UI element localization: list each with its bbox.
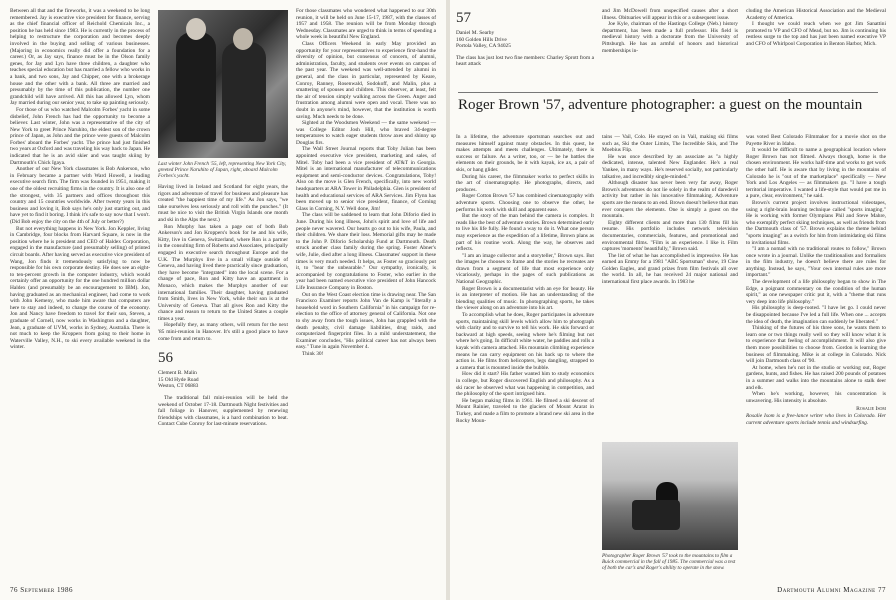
paragraph: The development of a life philosophy began to show in The Edge, a poignant commentary on the condition of the human spirit," as one newspaper critic put it, with a "theme that runs very deep into life philosophy.": [746, 279, 886, 305]
paragraph: Out on the West Coast election time is drawing near. The San Francisco Examiner reports John Van de Kamp is "literally a household word in Southern California" in his campaign for re-election to the office of attorney general of California. Not one to shy away from the tough issues, John has grappled with the death penalty, civil damage liabilities, drug raids, and computerized fingerprint files. In a mild understatement, the Examiner concludes, "His political career has not always been easy." Tune in again November 4.: [296, 291, 436, 351]
photo-caption: Last winter John French '55, left, representing New York City, greeted Prince Naruhito of Japan, right, aboard Malcolm Forbes's yacht.: [158, 161, 287, 180]
left-page: [0, 0, 446, 600]
paragraph: and Jim McDowell from unspecified causes after a short illness. Obituaries will appear in this or a subsequent issue.: [602, 8, 738, 21]
paragraph: Eighty different clients and more than 130 films fill his resume. His portfolio includes network television documentaries, commercials, features, and promotional and environmental films. "Film is an experience. I like it. Film captures 'moments' beautifully," Brown said.: [602, 219, 738, 253]
paragraph: But not everything happens in New York. Jon Keppler, living in Cambridge, four blocks from Harvard Square, is now in the position where he is president and CEO of Haldex Corporation, engaged in the manufacture (and presumably selling) of printed circuit boards. After having served as executive vice president of Wang, Jon finds it tremendously satisfying to now be responsible for his own corporate destiny. He does see an eight-to ten-percent growth in the computer industry, which would certainly offer an opportunity for the one hundred million dollar Haldex (and presumably be an encouragement to IBM). Jon, having graduated as an mechanical engineer, had come to work with John Kemeny, who made him aware that computers are here to stay and indeed, to change the course of the economy. Jon and Nancy have freedom to travel for their son, Steven, a graduate of Cornell, now works in Washington and a daughter, Jean, a graduate of UVM, works in Sydney, Australia. There is not much to keep the Kroppers from going to their home in Waterville Valley, N.H., to ski every available weekend in the winter.: [10, 225, 150, 351]
photo-figure-left: [176, 32, 216, 142]
paragraph: Sighted at the Woodsmen Weekend — the same weekend — was College Editor Josh Hill, who braved 34-degree temperatures to watch eager students throw axes and shinny up Douglas firs.: [296, 120, 436, 146]
paragraph: Ron Murphy has taken a page out of both Bob Ankerson's and Jon Kroppers's book for he and his wife, Kitty, live in Geneva, Switzerland, where Ron is a partner in the consulting firm of Roberts and Associates, principally engaged in executive search throughout Europe and the U.K. The Murphys live in a small village outside of Geneva, and having lived there practically since graduation, they have become "integrated" into the local scene. For a change of pace, Ron and Kitty have an apartment in Monaco, which makes the Murphys another of our international families. Their daughter, having graduated from Smith, lives in New York, while their son is at the University of Geneva. That all gives Ron and Kitty the chance and reason to return to the United States a couple times a year.: [158, 223, 288, 322]
paragraph: His philosophy is deep-rooted. "I have let go. I could never be disappointed because I've led a full life. When one ... accepts the idea of death, the imagination can suddenly be liberated.": [746, 305, 886, 325]
paragraph: I thought we could reach when we got Jim Sanattini promoted to VP and CFO of Mead, but no. Jim is continuing his restless surge to the top and has just been named executive VP and CFO of Whirlpool Corporation in Benton Harbor, Mich.: [746, 21, 886, 47]
paragraph: Although disaster has never been very far away, Roger Brown's adventures do not lie solely in the realm of daredevil activity but rather in his innovative filmmaking. Adventure sports are the means to an end. Brown doesn't believe that man ever conquers the elements. One is simply a guest on the mountain.: [602, 180, 738, 220]
page-footer-left: 76 September 1986: [10, 586, 74, 594]
address-line: 15 Old Hyde Road: [158, 376, 199, 383]
paragraph: Roger Brown is a documentarist with an eye for beauty. He is an interpreter of motion. He has an understanding of the blending qualities of music. In photographing sports, he takes the viewer along on an adventure into his art.: [456, 285, 594, 312]
paragraph: Think 30!: [302, 350, 324, 357]
right-top-column-3: [746, 8, 886, 48]
paragraph: tains — Vail, Colo. He stayed on in Vail, making ski films such as, Ski the Outer Limits, The Incredible Skis, and The Moebius Flip.: [602, 134, 738, 154]
photo-french-prince: [158, 10, 288, 158]
article-headline: Roger Brown '57, adventure photographer: a guest on the mountain: [458, 92, 878, 114]
paragraph: When he's working, however, his concentration is unwavering. His intensity is absolute.: [746, 391, 886, 404]
paragraph: The traditional fall mini-reunion will be held the weekend of October 17-18. Dartmouth Night festivities and fall foliage in Hanover, supplemented by renewing friendships with classmates, is a hard combination to beat. Contact Cube Conroy for last-minute reservations.: [158, 395, 288, 428]
paragraph: It would be difficult to name a geographical location where Roger Brown has not filmed. Always though, home is the chosen environment. He works half-time and works to get work the other half. He is aware that by living in the mountains of Colorado he is "out of the marketplace" specifically — New York and Los Angeles — as filmmakers go. "I have a tough territorial imperative. I wanted a life-style that would put me in a pure, clear, environment," he said.: [746, 147, 886, 200]
paragraph: For those of us who watched Malcolm Forbes' yacht in some disbelief, John French has had the opportunity to become a believer. Last winter, John was a representative of the city of New York to greet Prince Naruhito, the eldest son of the crown prince of Japan, as John and the prince were guests of Malcolm Forbes' aboard the Forbes' yacht. The prince had just finished two years at Oxford and was traveling his way back to Japan. He indicated that he is an avid skier and was taught skiing by Dartmouth's Chick Igaya.: [10, 106, 150, 166]
paragraph: Thinking of the futures of his three sons, he wants them to learn one or two things really well so they will know what it is to experience that feeling of accomplishment. It will also give them more possibilities to choose from. Gordon is learning the business of filmmaking. Mike is at college in Colorado. Nick will join Dartmouth class of '90.: [746, 325, 886, 365]
class-year-57: 57: [456, 10, 471, 26]
paragraph: For those classmates who wondered what happened to our 30th reunion, it will be held on June 15-17, 1987, with the classes of 1957 and 1958. The reunion will be from Monday through Wednesday. Classmates are urged to think in terms of spending a whole week in beautiful New England.: [296, 8, 436, 41]
left-column-3: [296, 8, 436, 357]
paragraph: At home, when he's not in the studio or working out, Roger gardens, hunts, and fishes. He has raised 200 pounds of potatoes in a summer and walks into the mountains alone to stalk deer and elk.: [746, 364, 886, 391]
address-line: Clement B. Malin: [158, 370, 197, 377]
article-column-2: [602, 134, 738, 286]
paragraph: The class has just lost two fine members: Charley Sprott from a heart attack: [456, 54, 594, 68]
paragraph: In a lifetime, the adventure sportsman searches out and measures himself against many obstacles. In this quest, he makes attempts and meets challenges. Ultimately, there is success or failure. As a writer, too, or — be he battles the elements on their grounds, be it with kayak, ice ax, a pair of skis, or hang glider.: [456, 134, 594, 173]
paragraph: During his career, the filmmaker works to perfect skills in the art of cinematography. He photographs, directs, and produces.: [456, 173, 594, 193]
paragraph: Roger Cotton Brown '57 has combined cinematography with adventure sports. Choosing one to observe the other, he performs his work with skill and apparent ease.: [456, 193, 594, 213]
paragraph: But the story of the man behind the camera is complex. It reads like the best of adventure stories. Brown determined early to live his life fully. He found a way to do it. What one person may experience as the expedition of a lifetime, Brown plans as part of his routine work. Along the way, he observes and reflects.: [456, 213, 594, 253]
paragraph: The Wall Street Journal reports that Toby Julian has been appointed executive vice president, marketing and sales, of Mitel. Toby had been a vice president of AT&T in Georgia. Mitel is an international manufacturer of telecommunications equipment and semi-conductor devices. Congratulations, Toby! Also on the move is Glen French, specifically, into new world headquarters at ARA Tower in Philadelphia. Glen is president of health and educational services of ARA Services. Jim Flynn has been moved up to senior vice president, finance, of Corning Glass in Corning, N.Y. Well done, Jim!: [296, 146, 436, 212]
paragraph: Class Officers Weekend in early May provided an opportunity for your representatives to experience first-hand the diversity of opinion, but consensus of concern, of alumni, administration, faculty, and students over events on campus of the past year. The weekend was well-attended by alumni in general, and the class in particular, represented by Keare, Conroy, Ranney, Rosenwald, Sodokoff, and Malin, plus a smattering of spouses and children. This observer, at least, felt the air of tension simply walking across the Green. Anger and frustration among alumni were open and vocal. There was no doubt in anyone's mind, however, that the institution is worth saving. Much needs to be done.: [296, 40, 436, 120]
author-signoff: Rosalie Isom: [856, 406, 886, 413]
paragraph: "I am an image collector and a storyteller," Brown says. But the images he chooses to frame and the stories he recreates are drawn from a segment of life that most experience only vicariously, perhaps in the pages of such publications as National Geographic.: [456, 252, 594, 286]
paragraph: Brown's current project involves instructional videotapes, using a right-brain learning technique called "sports imaging." He is working with former Olympians Phil and Steve Mahre, who exemplify perfect skiing techniques, as well as friends from the Dartmouth class of '57. Brown explains the theme behind "sports imaging" as a switch for him from intimidating ski films to invitational films.: [746, 199, 886, 246]
paragraph: cluding the American Historical Association and the Medieval Academy of America.: [746, 8, 886, 21]
class-secretary-address: [158, 370, 288, 390]
article-column-3: [746, 134, 886, 426]
paragraph: To accomplish what he does, Roger participates in adventure sports, maintaining skill levels which allow him to photograph with clarity and to survive to tell his work. He skis forward or backward at high speeds, seeing where he's filming but not where he's going. In difficult white water, he paddles and rolls a kayak with camera attached. His mountain climbing experience means he can carry equipment on his back up to where the action is. He films from helicopters, legs dangling, strapped to a camera that is mounted inside the bubble.: [456, 312, 594, 371]
photo-camera: [632, 500, 680, 530]
paragraph: How did it start? His father wanted him to study economics in college, but Roger discovered English and philosophy. As a ski racer he observed what was happening in competition, and the philosophy of the sport intrigued him.: [456, 371, 594, 398]
photo-figure-right: [222, 42, 266, 142]
class-year-56: 56: [158, 350, 173, 367]
address-line: 160 Golden Hills Drive: [456, 36, 507, 43]
photo-figure-left-head: [186, 18, 206, 40]
photo-roger-brown-filming: [602, 442, 738, 550]
paragraph: "I am a nomad with no traditional routes to follow," Brown once wrote in a journal. Unlike the traditionalists and formalists in the film industry, he doesn't believe there are rules for anything. Instead, he says, "Your own internal rules are more important.": [746, 246, 886, 279]
paragraph: Between all that and the fireworks, it was a weekend to be long remembered. Jay is executive vice president for finance, serving as the chief financial officer of Reichold Chemicals Inc., a position he has held since 1983. He is currently in the process of helping to restructure the corporation and becomes deeply involved in the buying and selling of various businesses. (Majoring in economics really did offer a foundation for a career.) Or, as Jay says, finance must be in the Olson family genes, for Jay and Lyn have three children, a daughter who teaches special education but has married a fellow who works in a bank, and two sons, Jay and Chipper, one with a brokerage house and the other with a bank. All three are married and presumably by the time of this publication, the number one grandchild will have arrived. All this has allowed Lyn, whom Jay married during our senior year, to take up painting seriously.: [10, 8, 150, 107]
address-line: Daniel M. Searby: [456, 30, 495, 36]
paragraph: Another of our New York classmates is Bob Ankerson, who in February became a partner with Ward Howell, a leading executive search firm. The firm was founded in 1951, making it one of the oldest recruiting firms in the country. It is also one of the strongest, with 35 partners and offices throughout this country and 15 countries worldwide. After twenty years in this business and loving it, Bob says he's only just starting out, and have yet to find it boring. I think it's safe to say now that I won't. (Did Bob enjoy the city on the 4th of July or better?): [10, 166, 150, 225]
left-column-2: [158, 184, 288, 428]
left-column-1: [10, 8, 150, 351]
right-top-column-2: [602, 8, 738, 54]
paragraph: He was once described by an associate as "a highly dedicated, intense, talented New Englander. He's a real Yankee, in many ways. He's reserved socially, not particularly talkative, and incredibly single-minded.": [602, 153, 738, 180]
right-top-column-1: [456, 8, 594, 68]
page-footer-right: Dartmouth Alumni Magazine 77: [777, 586, 886, 594]
class-secretary-address: [456, 30, 594, 50]
paragraph: Hopefully they, as many others, will return for the next '85 mini-reunion in Hanover. It's still a good place to have come from and return to.: [158, 322, 288, 342]
photo-caption: Photographer Roger Brown '57 took to the mountains to film a Buick commercial in the fall of 1985. The commercial was a test of both the car's and Roger's ability to operate in the snow.: [602, 553, 736, 572]
paragraph: The class will be saddened to learn that John Diforio died in June. During his long illness, John's spirit and love of life and people never wavered. Our hearts go out to his wife, Paula, and their children. We share their loss. Memorial gifts may be made to the John P. Diforio Scholarship Fund at Dartmouth. Death struck another class family during the spring. Foster Abner's wife, Julie, died after a long illness. Classmates' support in these times is very much needed. It helps, as Foster so graciously put it, to "bear the unbearable." Our sympathy, ironically, is accompanied by congratulations to Foster, who earlier in the year had been named executive vice president of John Hancock Life Insurance Company in Boston.: [296, 212, 436, 291]
paragraph: The list of what he has accomplished is impressive. He has earned an Emmy for a 1981 "ABC Sportsman" show, 19 Cine Golden Eagles, and grand prizes from film festivals all over the world. In all, he has received 24 major national and international first place awards. In 1983 he: [602, 252, 738, 286]
photo-figure-right-head: [233, 28, 253, 50]
address-line: Weston, CT 06883: [158, 383, 199, 390]
author-bio: Rosalie Isom is a free-lance writer who lives in Colorado. Her current adventure sports include tennis and windsurfing.: [746, 412, 886, 426]
paragraph: Having lived in Ireland and Scotland for eight years, the rigors and adventure of travel for business and pleasure has created "the happiest time of my life." As Jon says, "we take ourselves less seriously and roll with the punches." (It must be nice to visit the British Virgin Islands one month and ski in the Alps the next.): [158, 184, 288, 223]
paragraph: was voted Best Colorado Filmmaker for a movie shot on the Payette River in Idaho.: [746, 134, 886, 147]
paragraph: Joe Kyle, chairman of the Hastings College (Neb.) history department, has been made a full professor. His field is medieval history with a doctorate from the University of Pittsburgh. He has an armful of honors and historical memberships in-: [602, 21, 738, 54]
article-column-1: [456, 134, 594, 424]
paragraph: He began making films in 1961. He filmed a ski descent of Mount Rainier, traveled to the glaciers of Mount Ararat in Turkey, and made a film to promote a brand new ski area in the Rocky Moun-: [456, 397, 594, 424]
address-line: Portola Valley, CA 94025: [456, 43, 511, 50]
